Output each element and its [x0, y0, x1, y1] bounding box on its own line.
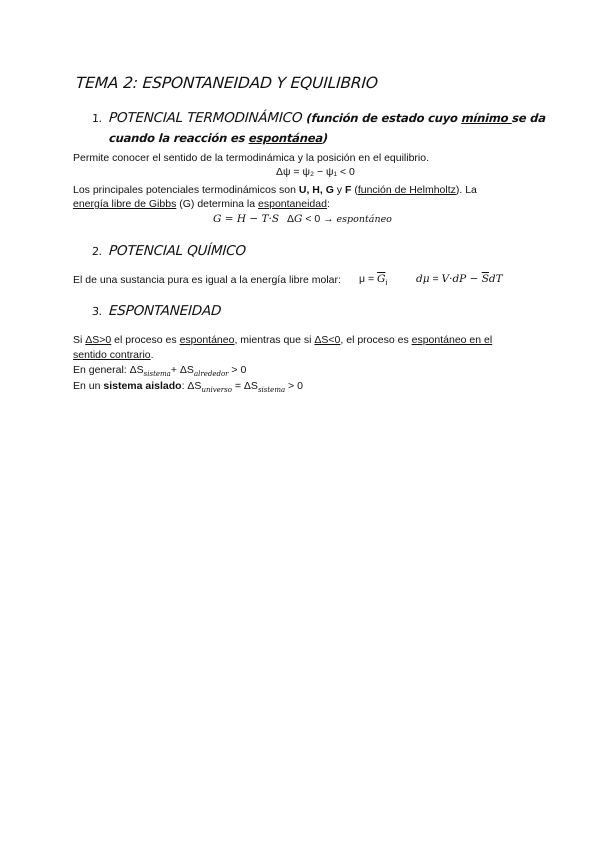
s3-paragraph-1 — [73, 333, 492, 347]
p2-text-a: Los principales potenciales termodinámicos son — [73, 184, 299, 196]
general-label: En general: — [73, 364, 130, 376]
sistema-aislado: sistema aislado — [103, 380, 182, 392]
dP-text: ·dP − — [449, 273, 482, 285]
section-1-paren — [306, 111, 546, 125]
line2-text-a: cuando la reacción es — [108, 131, 250, 145]
s2-equation-mu — [359, 273, 388, 287]
line2-espontanea: espontánea — [248, 131, 324, 145]
eq-sign: = — [429, 273, 442, 285]
s1-paragraph-3 — [73, 197, 330, 211]
section-3-heading — [91, 303, 221, 319]
aislado-gt-zero: > 0 — [285, 380, 303, 392]
p2-period: . — [150, 349, 154, 361]
gibbs-term: energía libre de Gibbs — [73, 198, 177, 210]
G-molar: $\overline{G}$ — [377, 273, 386, 285]
p2-F: F — [344, 184, 352, 196]
dT-text: dT — [488, 273, 503, 285]
p3-text-b: : — [326, 198, 330, 210]
section-2-number: 2. — [91, 245, 103, 258]
mu-text: μ = — [359, 273, 378, 285]
section-3-title: ESPONTANEIDAD — [108, 303, 222, 319]
espontaneidad-term: espontaneidad — [258, 198, 327, 210]
p2-text-c: ). La — [455, 184, 477, 196]
s1-equation-gibbs: G = H − T·S — [213, 213, 280, 225]
section-3-number: 3. — [91, 305, 103, 318]
sub-sistema: sistema — [143, 370, 171, 378]
sub-sistema-2: sistema — [257, 386, 286, 394]
espontaneo-1: espontáneo — [179, 334, 235, 346]
V-symbol: V — [441, 273, 450, 285]
helmholtz-term: función de Helmholtz — [357, 184, 456, 196]
s2-equation-dmu — [416, 273, 503, 285]
aislado-eq: = ΔS — [231, 380, 258, 392]
plus-dS: + ΔS — [170, 364, 194, 376]
p2-y: y — [333, 184, 345, 196]
section-1-number: 1. — [91, 112, 103, 125]
sub-universo: universo — [201, 386, 232, 394]
dS-negative: ΔS<0 — [314, 334, 341, 346]
paren-text-a: (función de estado cuyo — [305, 111, 463, 125]
dmu-text: dμ — [416, 273, 430, 285]
s3-aislado-line — [73, 379, 303, 397]
p1-text-a: Si — [73, 334, 86, 346]
dS-positive: ΔS>0 — [85, 334, 112, 346]
aislado-text-a: En un — [73, 380, 104, 392]
s3-paragraph-2 — [73, 348, 154, 362]
S-molar: $\overline{S}$ — [481, 273, 489, 285]
p1-text-c: , mientras que si — [234, 334, 315, 346]
s1-paragraph-2 — [73, 183, 477, 197]
paren-minimo: mínimo — [461, 111, 513, 125]
G-sub: i — [385, 279, 388, 287]
espontaneo-2: espontáneo en el — [411, 334, 493, 346]
aislado-dS: : ΔS — [181, 380, 202, 392]
section-2-heading — [91, 243, 246, 259]
dS-symbol: ΔS — [129, 364, 144, 376]
sentido-contrario: sentido contrario — [73, 349, 151, 361]
espontaneo-word: espontáneo — [336, 214, 392, 225]
section-2-title: POTENCIAL QUÍMICO — [108, 243, 247, 259]
paren-text-b: se da — [511, 111, 547, 125]
sub-alrededor: alrededor — [193, 370, 229, 378]
p1-text-d: , el proceso es — [340, 334, 412, 346]
section-1-heading — [91, 110, 546, 126]
G-symbol: G — [294, 213, 303, 225]
gt-zero: > 0 — [228, 364, 247, 376]
s1-paragraph-1: Permite conocer el sentido de la termodinámica y la posición en el equilibrio. — [73, 152, 430, 164]
p2-potentials: U, H, G — [298, 184, 334, 196]
p2-text-b: ( — [351, 184, 358, 196]
page-title: TEMA 2: ESPONTANEIDAD Y EQUILIBRIO — [75, 74, 379, 92]
section-1-heading-line2 — [109, 131, 329, 145]
delta-symbol: Δ — [287, 213, 295, 225]
s2-paragraph-1: El de una sustancia pura es igual a la energía libre molar: — [73, 274, 341, 286]
criterion-text: < 0 → — [302, 213, 337, 225]
p1-text-b: el proceso es — [111, 334, 180, 346]
p3-text-a: (G) determina la — [176, 198, 259, 210]
section-1-title: POTENCIAL TERMODINÁMICO — [108, 110, 303, 126]
line2-text-b: ) — [322, 131, 329, 145]
s1-equation-1: Δψ = ψ₂ − ψ₁ < 0 — [276, 166, 355, 178]
s1-equation-criterion — [287, 213, 392, 225]
